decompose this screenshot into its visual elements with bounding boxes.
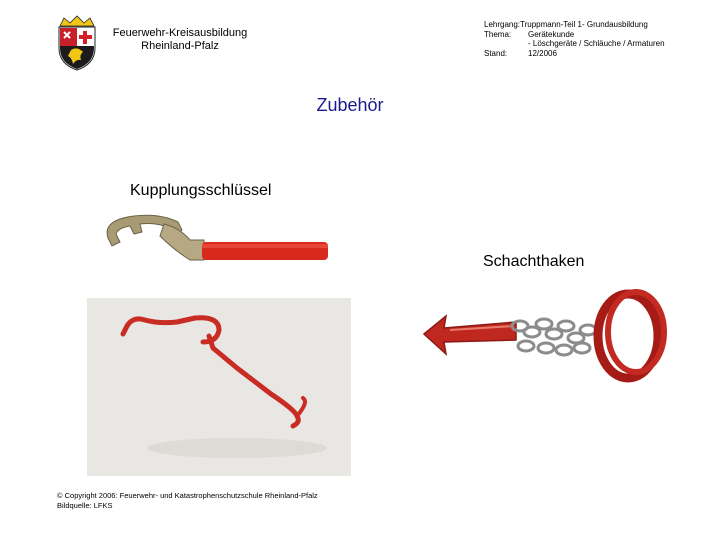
organization-name — [100, 27, 260, 53]
meta-value: - Löschgeräte / Schläuche / Armaturen — [528, 39, 665, 48]
meta-value: Truppmann-Teil 1- Grundausbildung — [520, 20, 648, 29]
footer — [57, 491, 318, 511]
label-manhole-hook: Schachthaken — [483, 253, 585, 270]
org-line-1: Feuerwehr-Kreisausbildung — [112, 27, 248, 39]
manhole-key-image — [420, 286, 672, 396]
coat-of-arms-logo — [54, 14, 100, 72]
meta-row-subtopic — [484, 39, 665, 49]
image-source-text: Bildquelle: LFKS — [57, 501, 113, 510]
meta-value: Gerätekunde — [528, 29, 575, 39]
meta-row-topic — [484, 30, 665, 40]
coupling-wrench-image — [94, 210, 330, 268]
slide-title: Zubehör — [316, 95, 384, 115]
course-meta — [484, 20, 665, 58]
meta-key: Lehrgang: — [484, 20, 521, 29]
meta-key: Stand: — [484, 48, 508, 58]
copyright-text: © Copyright 2006: Feuerwehr- und Katastrophenschutzschule Rheinland-Pfalz — [57, 491, 318, 500]
meta-key — [484, 39, 528, 49]
meta-value: 12/2006 — [528, 48, 557, 58]
label-coupling-wrench: Kupplungsschlüssel — [130, 182, 272, 199]
meta-key: Thema: — [484, 29, 512, 39]
manhole-hook-image — [87, 298, 351, 476]
manhole-hook-photo — [87, 298, 351, 476]
meta-row-date — [484, 49, 665, 59]
org-line-2: Rheinland-Pfalz — [141, 40, 219, 52]
meta-row-course — [484, 20, 665, 30]
